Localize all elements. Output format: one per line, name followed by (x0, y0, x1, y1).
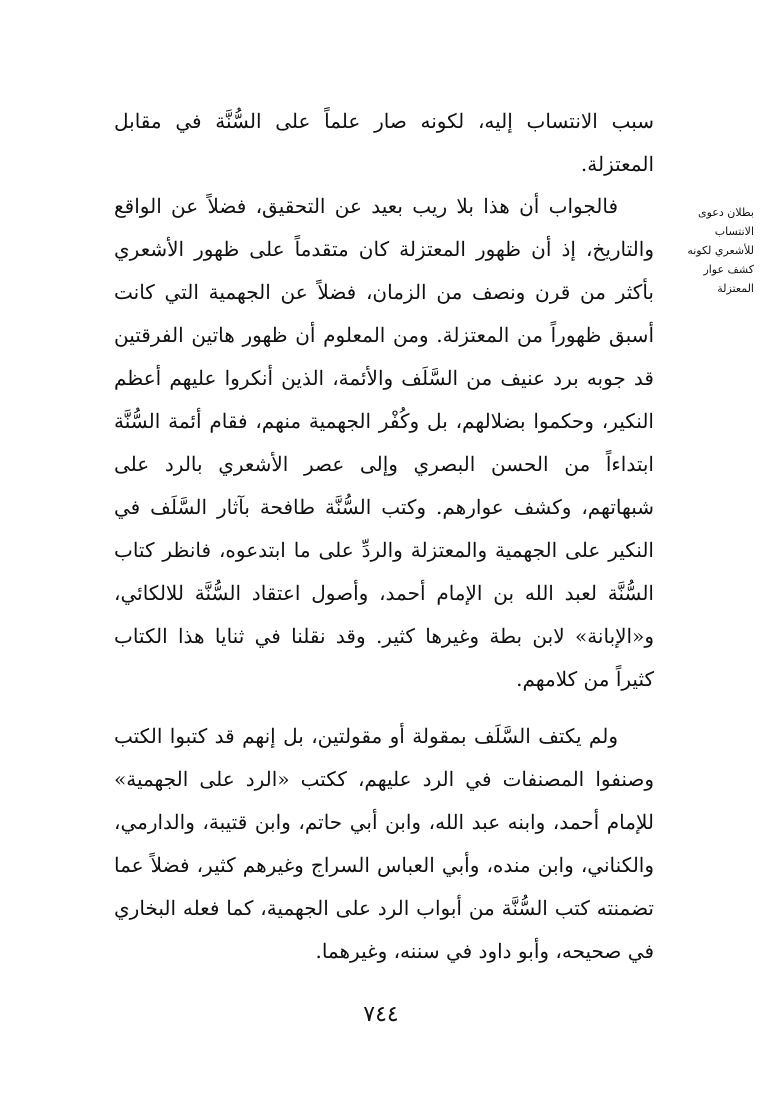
margin-note-line: بطلان دعوى (698, 206, 754, 219)
margin-note-line: للأشعري لكونه (687, 244, 754, 257)
margin-note-line: الانتساب (714, 225, 754, 238)
text-block-intro (114, 100, 654, 186)
answer-paragraph: فالجواب أن هذا بلا ريب بعيد عن التحقيق، فضلاً عن الواقع والتاريخ، إذ أن ظهور المعتزلة كان متقدماً على ظهور الأشعري بأكثر من قرن ونصف من الزمان، فضلاً عن الجهمية التي كانت أسبق ظهوراً من المعتزلة. ومن المعلوم أن ظهور هاتين الفرقتين قد جوبه برد عنيف من السَّلَف والأئمة، الذين أنكروا عليهم أعظم النكير، وحكموا بضلالهم، بل وكُفْر الجهمية منهم، فقام أئمة السُّنَّة ابتداءاً من الحسن البصري وإلى عصر الأشعري بالرد على شبهاتهم، وكشف عوارهم. وكتب السُّنَّة طافحة بآثار السَّلَف في النكير على الجهمية والمعتزلة والردِّ على ما ابتدعوه، فانظر كتاب السُّنَّة لعبد الله بن الإمام أحمد، وأصول اعتقاد السُّنَّة للالكائي، و«الإبانة» لابن بطة وغيرها كثير. وقد نقلنا في ثنايا هذا الكتاب كثيراً من كلامهم. (114, 194, 654, 691)
second-paragraph: ولم يكتف السَّلَف بمقولة أو مقولتين، بل إنهم قد كتبوا الكتب وصنفوا المصنفات في الرد عليهم، ككتب «الرد على الجهمية» للإمام أحمد، وابنه عبد الله، وابن أبي حاتم، وابن قتيبة، والدارمي، والكناني، وابن منده، وأبي العباس السراج وغيرهم كثير، فضلاً عما تضمنته كتب السُّنَّة من أبواب الرد على الجهمية، كما فعله البخاري في صحيحه، وأبو داود في سننه، وغيرهما. (114, 724, 654, 963)
margin-note-line: كشف عوار (703, 263, 754, 276)
page-number: ٧٤٤ (363, 1002, 399, 1027)
margin-note (666, 203, 754, 298)
margin-note-line: المعتزلة (717, 282, 754, 295)
intro-paragraph: سبب الانتساب إليه، لكونه صار علماً على السُّنَّة في مقابل المعتزلة. (114, 109, 654, 176)
text-block-second (114, 715, 654, 973)
text-block-answer (114, 185, 654, 701)
